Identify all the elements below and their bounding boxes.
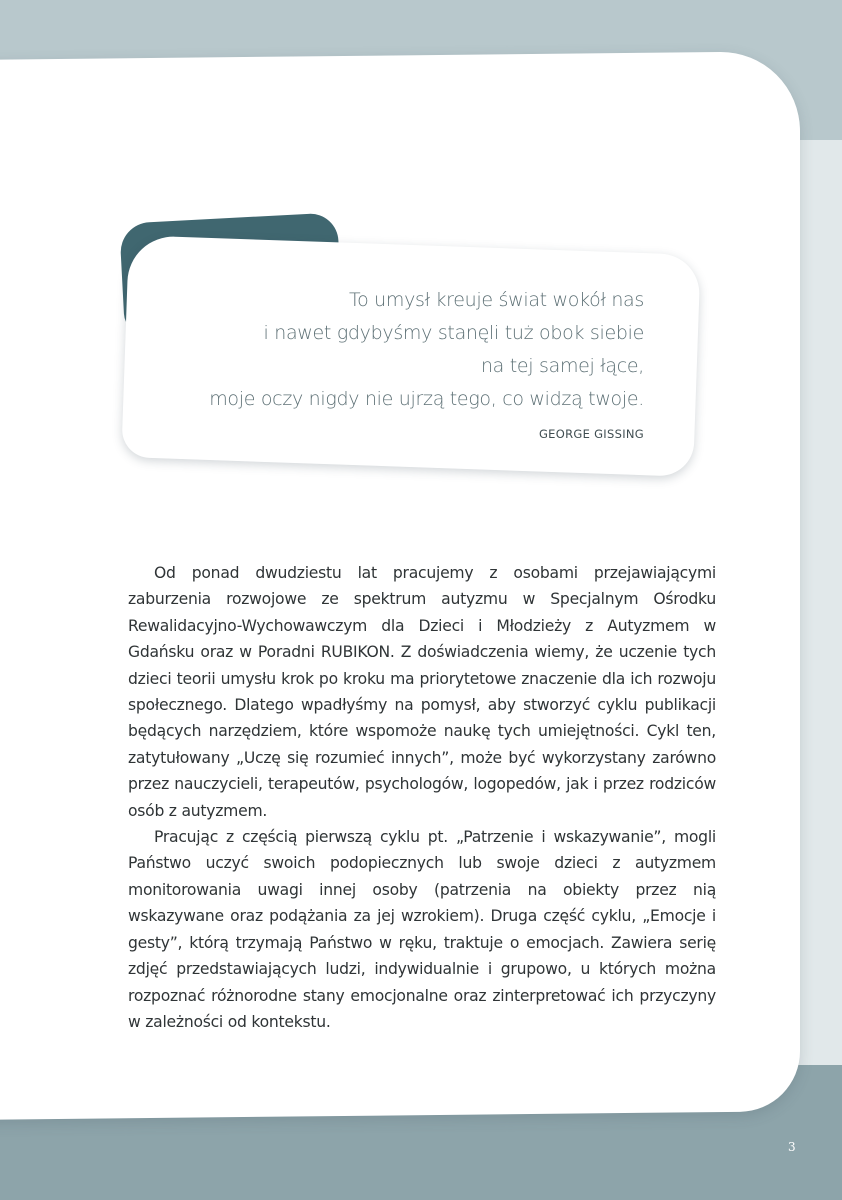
epigraph-quote <box>150 284 644 416</box>
body-paragraph: Od ponad dwudziestu lat pracujemy z osobami przejawiającymi zaburzenia rozwojowe ze spektrum autyzmu w Specjalnym Ośrodku Rewalidacyjno-Wychowawczym dla Dzieci i Młodzieży z Autyzmem w Gdańsku oraz w Poradni RUBIKON. Z doświadczenia wiemy, że uczenie tych dzieci teorii umysłu krok po kroku ma priorytetowe znaczenie dla ich rozwoju społecznego. Dlatego wpadłyśmy na pomysł, aby stworzyć cyklu publikacji będących narzędziem, które wspomoże naukę tych umiejętności. Cykl ten, zatytułowany „Uczę się rozumieć innych”, może być wykorzystany zarówno przez nauczycieli, terapeutów, psychologów, logopedów, jak i przez rodziców osób z autyzmem. <box>128 564 716 820</box>
quote-line: na tej samej łące, <box>480 355 644 377</box>
quote-author: GEORGE GISSING <box>538 427 644 441</box>
quote-line: i nawet gdybyśmy stanęli tuż obok siebie <box>263 322 644 344</box>
quote-line: moje oczy nigdy nie ujrzą tego, co widzą twoje. <box>209 388 644 410</box>
body-text <box>128 560 716 1035</box>
page-number: 3 <box>788 1140 796 1154</box>
quote-line: To umysł kreuje świat wokół nas <box>349 289 644 311</box>
body-paragraph: Pracując z częścią pierwszą cyklu pt. „Patrzenie i wskazywanie”, mogli Państwo uczyć swoich podopiecznych lub swoje dzieci z autyzmem monitorowania uwagi innej osoby (patrzenia na obiekty przez nią wskazywane oraz podążania za jej wzrokiem). Druga część cyklu, „Emocje i gesty”, którą trzymają Państwo w ręku, traktuje o emocjach. Zawiera serię zdjęć przedstawiających ludzi, indywidualnie i grupowo, u których można rozpoznać różnorodne stany emocjonalne oraz zinterpretować ich przyczyny w zależności od kontekstu. <box>128 828 716 1031</box>
